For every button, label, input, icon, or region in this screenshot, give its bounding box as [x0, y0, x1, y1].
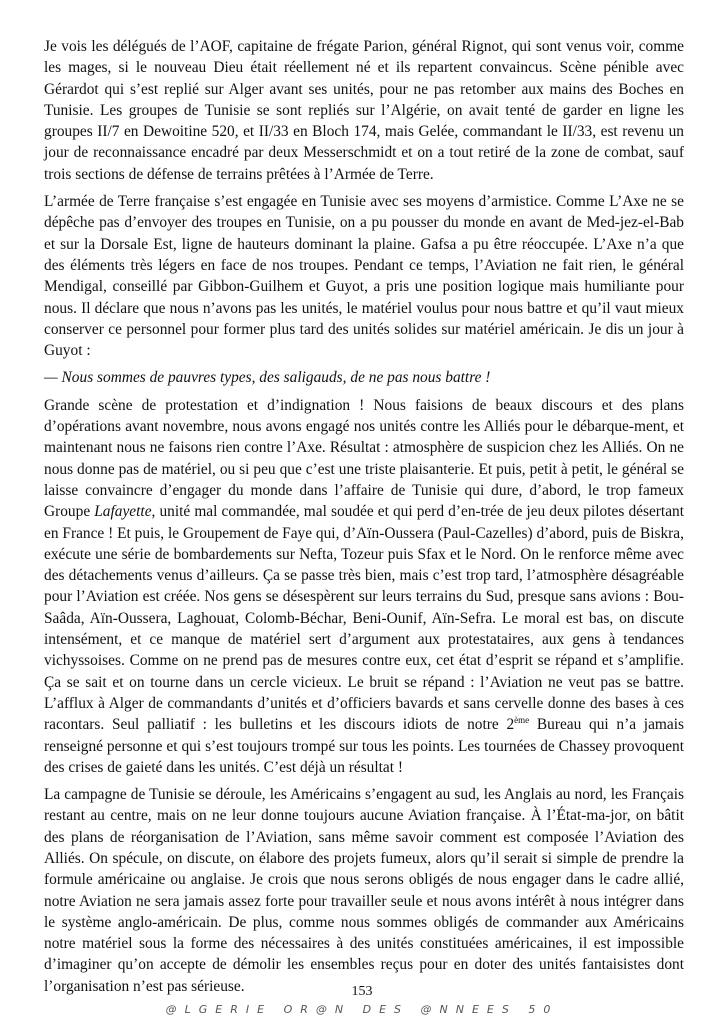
text-segment: L’armée de Terre française s’est engagée en Tunisie avec ses moyens d’armistice. Comme L’Axe ne se dépêche pas d’envoyer des troupes en Tunisie, on a pu pousser du monde en avant de Med-jez-el-Bab et sur la Dorsale Est, ligne de hauteurs dominant la plaine. Gafsa a pu être réoccupée. L’Axe n’a que des éléments très légers en face de nos troupes. Pendant ce temps, l’Aviation ne fait rien, le général Mendigal, conseillé par Gibbon-Guilhem et Guyot, a pris une position logique mais humiliante pour nous. Il déclare que nous n’avons pas les unités, le matériel voulus pour nous battre et qu’il vaut mieux conserver ce personnel pour former plus tard des unités solides sur matériel américain. Je dis un jour à Guyot :	[44, 193, 684, 360]
text-segment: — Nous sommes de pauvres types, des saligauds, de ne pas nous battre !	[44, 369, 491, 387]
paragraph	[44, 191, 684, 361]
text-segment: Je vois les délégués de l’AOF, capitaine de frégate Parion, général Rignot, qui sont venus voir, comme les mages, si le nouveau Dieu était réellement né et ils repartent convaincus. Scène pénible avec Gérardot qui s’est replié sur Alger avant ses unités, pour ne pas retomber aux mains des Boches en Tunisie. Les groupes de Tunisie se sont repliés sur l’Algérie, on avait tenté de garder en ligne les groupes II/7 en Dewoitine 520, et II/33 en Bloch 174, mais Gelée, commandant le II/33, est revenu un jour de reconnaissance encadré par deux Messerschmidt et on a tout retiré de la zone de combat, sauf trois sections de défense de terrains prêtées à l’Armée de Terre.	[44, 38, 684, 183]
footer-watermark: @LGERIE OR@N DES @NNEES 50	[165, 1003, 559, 1016]
text-segment: La campagne de Tunisie se déroule, les Américains s’engagent au sud, les Anglais au nord, les Français restant au centre, mais on ne leur donne toujours aucune Aviation française. À l’État-ma-jor, on bâtit des plans de réorganisation de l’Aviation, sans même savoir comment est composée l’Aviation des Alliés. On spécule, on discute, on élabore des projets fumeux, alors qu’il serait si simple de prendre la formule américaine ou anglaise. Je crois que nous serons obligés de nous engager dans le cadre allié, notre Aviation ne sera jamais assez forte pour travailler seule et nous avons intérêt à nous intégrer dans le système anglo-américain. De plus, comme nous sommes obligés de commander aux Américains notre matériel sous la forme des nécessaires à des unités constituées américaines, il est impossible d’imaginer qu’on accepte de démolir les ensembles reçus pour en doter des unités fantaisistes dont l’organisation n’est pas sérieuse.	[44, 786, 684, 995]
paragraph	[44, 784, 684, 997]
italic-text: Lafayette	[94, 503, 152, 521]
text-segment: Bureau qui n’a jamais renseigné personne et qui s’est toujours trompé sur tous les points. Les tournées de Chassey provoquent des crises de gaieté dans les unités. C’est déjà un résultat !	[44, 716, 684, 776]
text-segment: , unité mal commandée, mal soudée et qui perd d’en-trée de jeu deux pilotes désertant en France ! Et puis, le Groupement de Faye qui, d’Aïn-Oussera (Paul-Cazelles) d’abord, puis de Biskra, exécute une série de bombardements sur Nefta, Tozeur puis Sfax et le Nord. On le renforce même avec des détachements venus d’ailleurs. Ça se passe très bien, mais c’est trop tard, l’atmosphère désagréable pour l’Aviation est créée. Nos gens se désespèrent sur leurs terrains du Sud, presque sans avions : Bou-Saâda, Aïn-Oussera, Laghouat, Colomb-Béchar, Beni-Ounif, Aïn-Sefra. Le moral est bas, on discute intensément, et ce manque de matériel sert d’argument aux protestataires, aux gens à tendances vichyssoises. Comme on ne prend pas de mesures contre eux, cet état d’esprit se répand et s’amplifie. Ça se sait et on tourne dans un cercle vicieux. Le bruit se répand : l’Aviation ne veut pas se battre. L’afflux à Alger de commandants d’unités et d’officiers bavards et sans cervelle donne des bases à ces racontars. Seul palliatif : les bulletins et les discours idiots de notre 2	[44, 503, 684, 734]
paragraph	[44, 36, 684, 185]
page-number: 153	[351, 984, 373, 999]
document-body	[44, 36, 684, 1003]
paragraph	[44, 395, 684, 778]
superscript: ème	[514, 715, 530, 726]
dialogue-line	[44, 367, 684, 388]
text-segment: Grande scène de protestation et d’indignation ! Nous faisions de beaux discours et des plans d’opérations avant novembre, nous avons engagé nos unités contre les Alliés pour le débarque-ment, et maintenant nous ne faisons rien contre l’Axe. Résultat : atmosphère de suspicion chez les Alliés. On ne nous donne pas de matériel, ou si peu que c’est une triste plaisanterie. Et puis, petit à petit, le général se laisse convaincre d’engager du monde dans l’affaire de Tunisie qui dure, d’abord, le trop fameux Groupe	[44, 396, 684, 521]
